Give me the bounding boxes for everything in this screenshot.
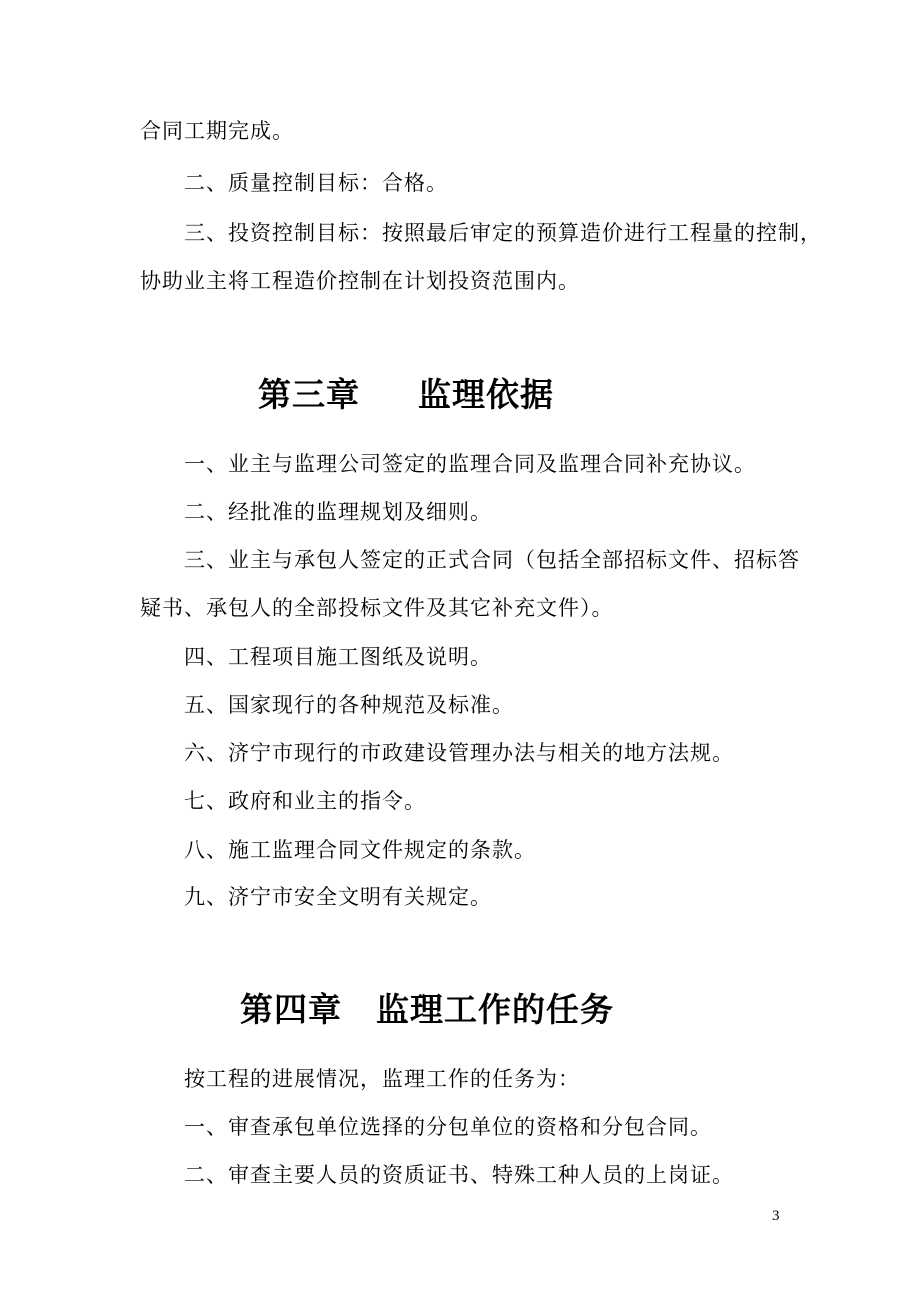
chapter-number: 第三章 bbox=[258, 375, 360, 414]
list-item: 一、业主与监理公司签定的监理合同及监理合同补充协议。 bbox=[184, 452, 756, 476]
list-item: 四、工程项目施工图纸及说明。 bbox=[184, 645, 492, 669]
chapter-title: 监理依据 bbox=[418, 375, 554, 414]
paragraph-line: 合同工期完成。 bbox=[140, 119, 294, 143]
page-number: 3 bbox=[772, 1208, 780, 1224]
chapter-heading bbox=[258, 373, 554, 417]
list-item: 九、济宁市安全文明有关规定。 bbox=[184, 885, 492, 909]
list-item: 二、经批准的监理规划及细则。 bbox=[184, 500, 492, 524]
list-item: 三、业主与承包人签定的正式合同（包括全部招标文件、招标答 bbox=[184, 548, 800, 572]
paragraph-line: 二、质量控制目标：合格。 bbox=[184, 171, 448, 195]
list-item: 七、政府和业主的指令。 bbox=[184, 789, 426, 813]
chapter-title: 监理工作的任务 bbox=[376, 990, 614, 1029]
list-item: 五、国家现行的各种规范及标准。 bbox=[184, 693, 514, 717]
paragraph-line: 按工程的进展情况，监理工作的任务为： bbox=[184, 1067, 580, 1091]
paragraph-line: 协助业主将工程造价控制在计划投资范围内。 bbox=[140, 269, 580, 293]
list-item: 一、审查承包单位选择的分包单位的资格和分包合同。 bbox=[184, 1115, 712, 1139]
list-item: 六、济宁市现行的市政建设管理办法与相关的地方法规。 bbox=[184, 741, 734, 765]
chapter-heading bbox=[240, 988, 614, 1032]
paragraph-line: 三、投资控制目标：按照最后审定的预算造价进行工程量的控制， bbox=[184, 221, 822, 245]
list-item: 二、审查主要人员的资质证书、特殊工种人员的上岗证。 bbox=[184, 1163, 734, 1187]
chapter-number: 第四章 bbox=[240, 990, 342, 1029]
list-item-continuation: 疑书、承包人的全部投标文件及其它补充文件）。 bbox=[140, 596, 614, 620]
list-item: 八、施工监理合同文件规定的条款。 bbox=[184, 838, 536, 862]
